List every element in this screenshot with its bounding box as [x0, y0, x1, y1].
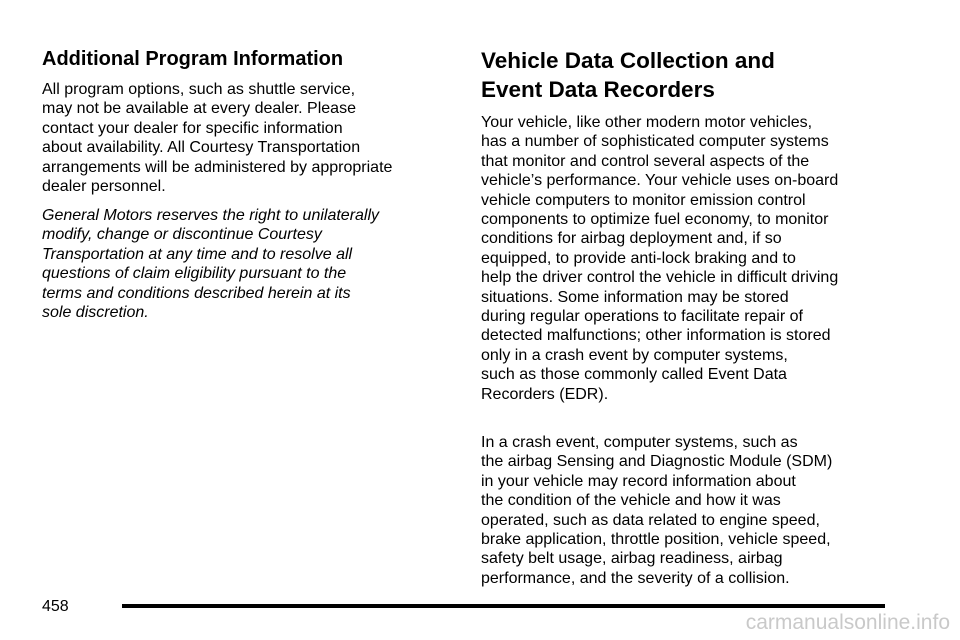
- text-line: contact your dealer for specific information: [42, 119, 343, 137]
- text-line: safety belt usage, airbag readiness, airbag: [481, 550, 783, 568]
- text-line: Transportation at any time and to resolve all: [42, 245, 353, 263]
- text-line: only in a crash event by computer systems,: [481, 346, 788, 364]
- watermark-text: carmanualsonline.info: [745, 611, 950, 634]
- text-line: help the driver control the vehicle in difficult driving: [481, 269, 839, 287]
- text-line: during regular operations to facilitate repair of: [481, 308, 803, 326]
- text-line: operated, such as data related to engine speed,: [481, 511, 820, 529]
- heading-line: Event Data Recorders: [481, 77, 715, 102]
- text-line: conditions for airbag deployment and, if so: [481, 230, 782, 248]
- text-line: vehicle’s performance. Your vehicle uses on-board: [481, 172, 839, 190]
- text-line: All program options, such as shuttle service,: [42, 81, 356, 98]
- heading-line: Vehicle Data Collection and: [481, 48, 775, 73]
- text-line: dealer personnel.: [42, 178, 166, 196]
- text-line: in your vehicle may record information about: [481, 472, 796, 490]
- text-line: such as those commonly called Event Data: [481, 366, 787, 384]
- text-line: In a crash event, computer systems, such as: [481, 434, 798, 451]
- text-line: Recorders (EDR).: [481, 385, 609, 403]
- text-line: has a number of sophisticated computer systems: [481, 133, 829, 151]
- text-line: questions of claim eligibility pursuant to the: [42, 265, 347, 283]
- text-line: vehicle computers to monitor emission control: [481, 191, 806, 209]
- text-line: performance, and the severity of a collision.: [481, 569, 790, 587]
- text-line: detected malfunctions; other information is stored: [481, 327, 831, 345]
- text-line: equipped, to provide anti-lock braking and to: [481, 249, 796, 267]
- text-line: terms and conditions described herein at its: [42, 284, 351, 302]
- text-line: components to optimize fuel economy, to monitor: [481, 211, 829, 229]
- text-line: may not be available at every dealer. Please: [42, 100, 356, 118]
- text-line: that monitor and control several aspects of the: [481, 152, 810, 170]
- footer-divider: [122, 604, 885, 608]
- text-line: about availability. All Courtesy Transportation: [42, 139, 361, 157]
- paragraph-program-options: [42, 80, 392, 196]
- paragraph-crash-event: [481, 433, 832, 588]
- text-line: General Motors reserves the right to unilaterally: [42, 207, 380, 224]
- text-line: situations. Some information may be stored: [481, 288, 789, 306]
- section-heading-vehicle-data-collection: [481, 46, 775, 104]
- text-line: sole discretion.: [42, 304, 149, 322]
- text-line: the condition of the vehicle and how it was: [481, 492, 781, 510]
- text-line: modify, change or discontinue Courtesy: [42, 226, 322, 244]
- section-heading-additional-program-information: Additional Program Information: [42, 48, 344, 70]
- paragraph-computer-systems: [481, 113, 838, 404]
- paragraph-gm-reserves-right: [42, 206, 379, 322]
- text-line: brake application, throttle position, vehicle speed,: [481, 531, 831, 549]
- page-number: 458: [42, 598, 69, 615]
- text-line: arrangements will be administered by appropriate: [42, 158, 393, 176]
- text-line: Your vehicle, like other modern motor vehicles,: [481, 114, 813, 131]
- text-line: the airbag Sensing and Diagnostic Module (SDM): [481, 453, 833, 471]
